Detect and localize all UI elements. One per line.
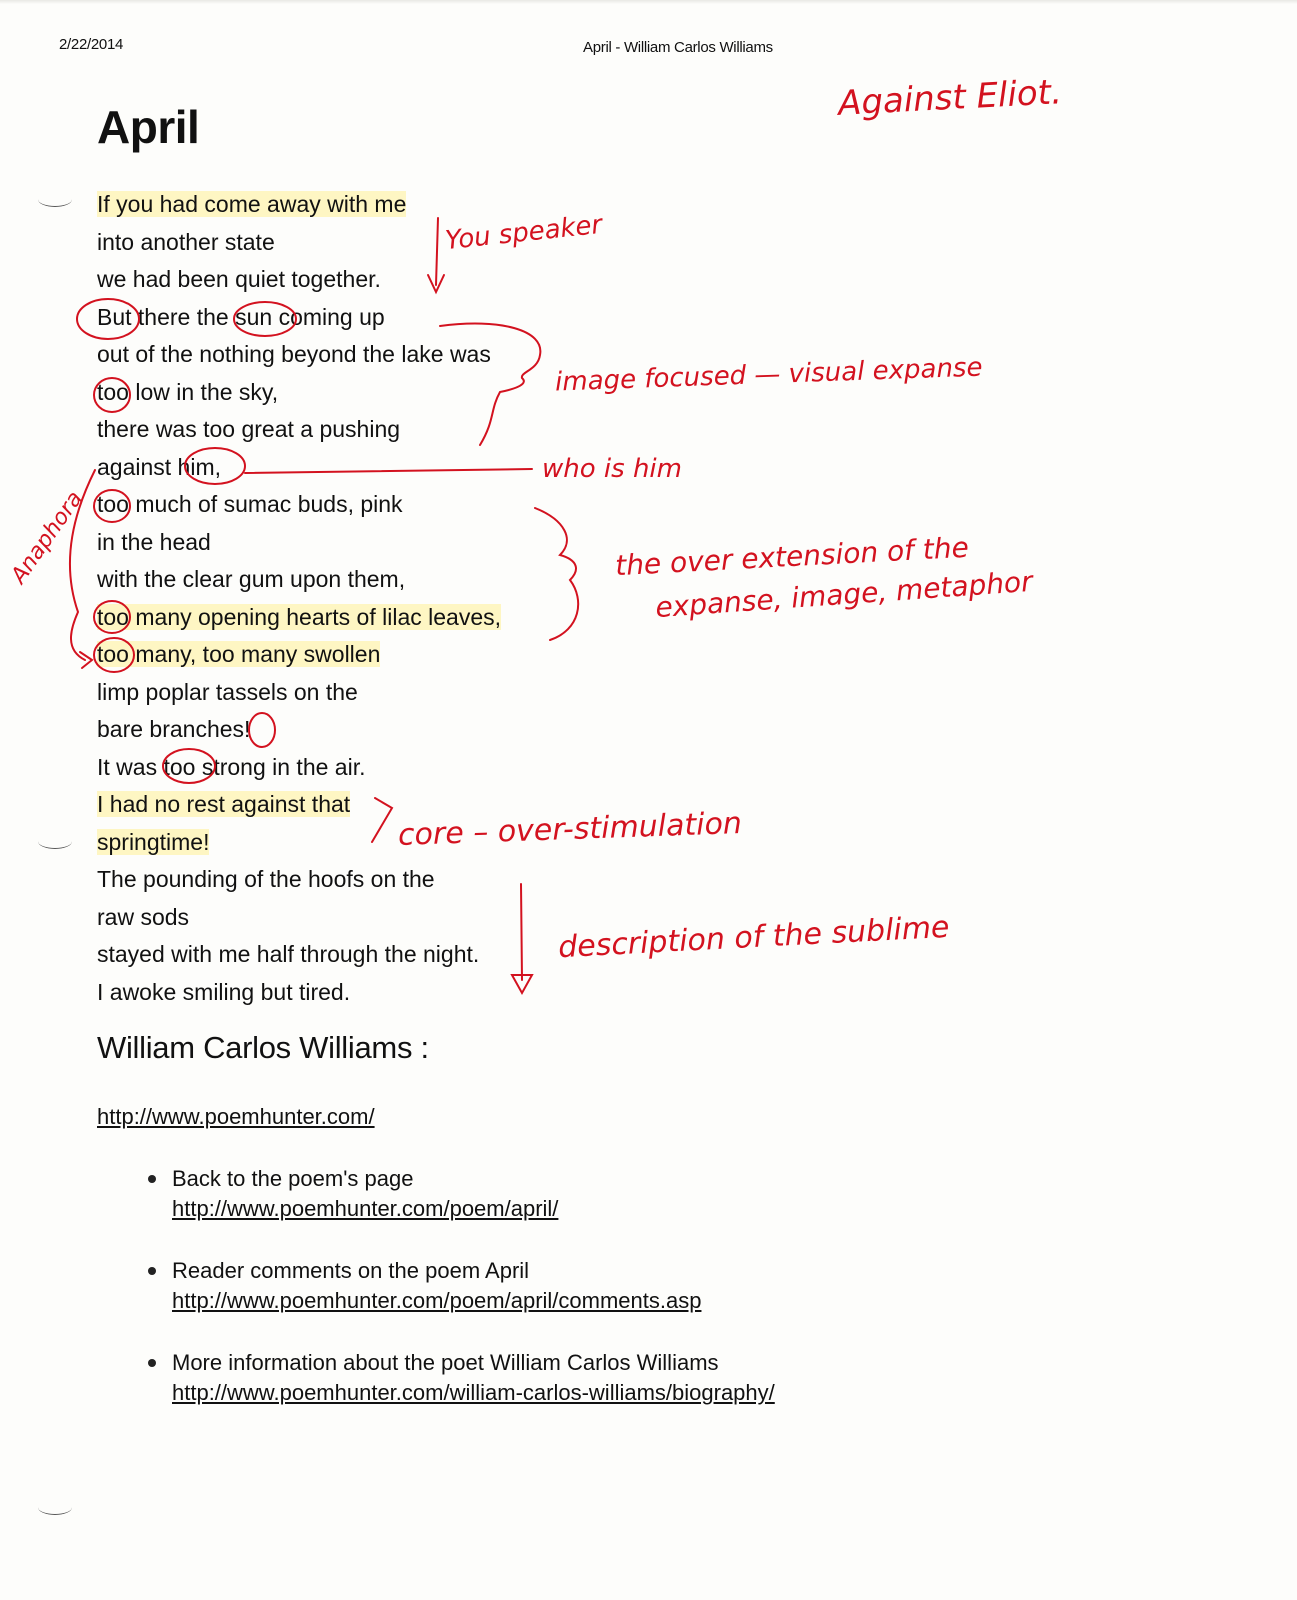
poem-body bbox=[97, 186, 501, 1011]
list-item bbox=[148, 1348, 775, 1440]
poem-line-text: The pounding of the hoofs on the bbox=[97, 866, 435, 892]
related-links-list bbox=[148, 1164, 775, 1440]
poem-line-text: with the clear gum upon them, bbox=[97, 566, 406, 592]
author-heading: William Carlos Williams : bbox=[97, 1030, 429, 1065]
biography-link[interactable]: http://www.poemhunter.com/william-carlos-williams/biography/ bbox=[172, 1380, 775, 1405]
annotation-anaphora: Anaphora bbox=[6, 486, 88, 589]
link-label: Back to the poem's page bbox=[172, 1166, 414, 1191]
poem-line-text: raw sods bbox=[97, 903, 190, 930]
poem-line-text: too many, too many swollen bbox=[97, 641, 381, 667]
list-item bbox=[148, 1164, 775, 1256]
poem-line bbox=[97, 374, 501, 412]
poem-line-text: I awoke smiling but tired. bbox=[97, 978, 351, 1005]
comments-link[interactable]: http://www.poemhunter.com/poem/april/comments.asp bbox=[172, 1288, 702, 1313]
hole-punch-mark bbox=[38, 834, 72, 849]
poem-line bbox=[97, 711, 501, 749]
poem-line-text: too many opening hearts of lilac leaves, bbox=[97, 603, 502, 630]
annotation-who-is-him: who is him bbox=[542, 454, 682, 484]
annotation-sublime: description of the sublime bbox=[557, 909, 951, 966]
poem-line bbox=[97, 899, 501, 937]
poem-line-text: there was too great a pushing bbox=[97, 416, 401, 442]
annotation-against-eliot: Against Eliot. bbox=[837, 72, 1063, 124]
poem-line-text: I had no rest against that bbox=[97, 791, 351, 817]
link-label: Reader comments on the poem April bbox=[172, 1258, 530, 1283]
poem-line bbox=[97, 486, 501, 524]
annotation-speaker: You speaker bbox=[443, 209, 604, 257]
poem-line bbox=[97, 599, 501, 637]
poem-line-text: stayed with me half through the night. bbox=[97, 941, 480, 967]
bullet-icon bbox=[148, 1175, 156, 1183]
print-date: 2/22/2014 bbox=[59, 36, 124, 53]
poem-line bbox=[97, 674, 501, 712]
poem-line-text: we had been quiet together. bbox=[97, 266, 381, 292]
poem-line bbox=[97, 636, 501, 674]
poem-line-text: against him, bbox=[97, 453, 222, 480]
hole-punch-mark bbox=[38, 192, 72, 207]
poem-line bbox=[97, 336, 501, 374]
poem-line bbox=[97, 186, 501, 224]
poem-line-text: limp poplar tassels on the bbox=[97, 678, 358, 705]
poem-page-link[interactable]: http://www.poemhunter.com/poem/april/ bbox=[172, 1196, 559, 1221]
poem-line-text: into another state bbox=[97, 228, 275, 255]
sublime-arrow bbox=[521, 884, 522, 980]
poem-line-text: bare branches! bbox=[97, 716, 251, 742]
poem-line bbox=[97, 936, 501, 974]
brace-extension bbox=[535, 508, 578, 640]
poem-line bbox=[97, 561, 501, 599]
annotation-over-extension-2: expanse, image, metaphor bbox=[654, 564, 1034, 625]
page-edge bbox=[0, 0, 1297, 4]
annotation-over-extension-1: the over extension of the bbox=[614, 530, 970, 583]
poem-line-text: too much of sumac buds, pink bbox=[97, 491, 403, 517]
bullet-icon bbox=[148, 1359, 156, 1367]
poem-line bbox=[97, 449, 501, 487]
poem-line bbox=[97, 224, 501, 262]
site-link[interactable]: http://www.poemhunter.com/ bbox=[97, 1104, 375, 1129]
poem-line-text: springtime! bbox=[97, 828, 210, 855]
poem-line-text: It was too strong in the air. bbox=[97, 753, 366, 780]
poem-line-text: too low in the sky, bbox=[97, 378, 279, 405]
poem-line bbox=[97, 974, 501, 1012]
poem-line bbox=[97, 861, 501, 899]
poem-line bbox=[97, 749, 501, 787]
poem-line bbox=[97, 524, 501, 562]
poem-line-text: But there the sun coming up bbox=[97, 303, 385, 330]
list-item bbox=[148, 1256, 775, 1348]
poem-line-text: in the head bbox=[97, 528, 211, 555]
annotation-image-focused: image focused — visual expanse bbox=[554, 352, 983, 398]
sublime-arrow-head bbox=[512, 975, 532, 993]
poem-title: April bbox=[97, 101, 200, 153]
poem-line bbox=[97, 299, 501, 337]
bullet-icon bbox=[148, 1267, 156, 1275]
poem-line-text: out of the nothing beyond the lake was bbox=[97, 341, 491, 367]
hole-punch-mark bbox=[38, 1500, 72, 1515]
poem-line bbox=[97, 411, 501, 449]
poem-line-text: If you had come away with me bbox=[97, 191, 407, 217]
anaphora-arrow-head bbox=[80, 652, 92, 668]
print-header-title: April - William Carlos Williams bbox=[583, 39, 773, 56]
poem-line bbox=[97, 261, 501, 299]
link-label: More information about the poet William Carlos Williams bbox=[172, 1350, 719, 1375]
annotation-over-stimulation: core – over-stimulation bbox=[397, 806, 743, 853]
